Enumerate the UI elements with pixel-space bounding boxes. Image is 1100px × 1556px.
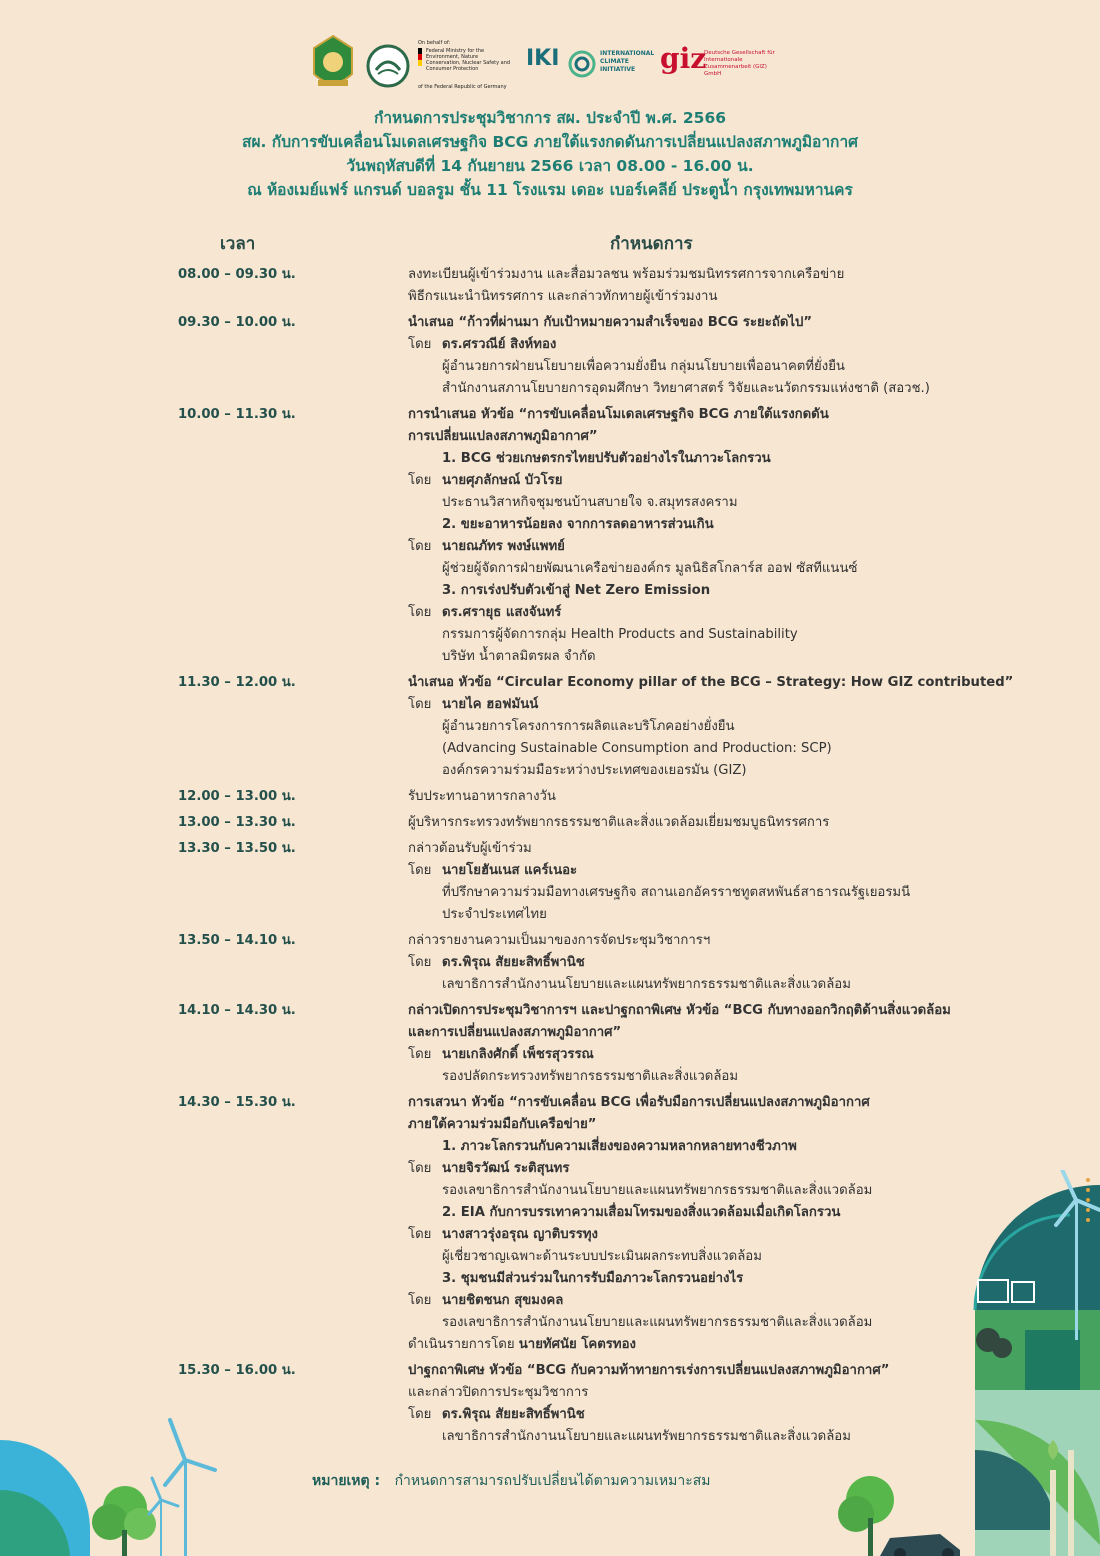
speaker-position: ผู้เชี่ยวชาญเฉพาะด้านระบบประเมินผลกระทบสิ่งแวดล้อม	[442, 1249, 762, 1264]
agenda-time: 13.50 – 14.10 น.	[178, 933, 296, 948]
logo-bar	[0, 34, 1100, 94]
agenda-text: พิธีกรแนะนำนิทรรศการ และกล่าวทักทายผู้เข้าร่วมงาน	[408, 289, 718, 304]
agenda-topic: นำเสนอ หัวข้อ “Circular Economy pillar of the BCG – Strategy: How GIZ contributed”	[408, 675, 1014, 690]
event-venue: ณ ห้องเมย์แฟร์ แกรนด์ บอลรูม ชั้น 11 โรงแรม เดอะ เบอร์เคลีย์ ประตูน้ำ กรุงเทพมหานคร	[247, 181, 853, 199]
speaker-name: นายณภัทร พงษ์แพทย์	[442, 539, 565, 554]
agenda-text: และกล่าวปิดการประชุมวิชาการ	[408, 1385, 589, 1400]
agenda-topic: ปาฐกถาพิเศษ หัวข้อ “BCG กับความท้าทายการเร่งการเปลี่ยนแปลงสภาพภูมิอากาศ”	[408, 1363, 890, 1378]
speaker-name: ดร.พิรุณ สัยยะสิทธิ์พานิช	[442, 1407, 585, 1422]
agenda-row	[178, 786, 998, 808]
agenda-text: กล่าวต้อนรับผู้เข้าร่วม	[408, 841, 532, 856]
agenda-topic: ภายใต้ความร่วมมือกับเครือข่าย”	[408, 1117, 597, 1132]
note-text: กำหนดการสามารถปรับเปลี่ยนได้ตามความเหมาะสม	[394, 1473, 711, 1489]
speaker-name: นายไค ฮอฟมันน์	[442, 697, 539, 712]
agenda-row	[178, 1000, 998, 1088]
agenda-row	[178, 312, 998, 400]
by-label: โดย	[408, 1407, 432, 1422]
agenda-text: ลงทะเบียนผู้เข้าร่วมงาน และสื่อมวลชน พร้อมร่วมชมนิทรรศการจากเครือข่าย	[408, 267, 845, 282]
agenda-text: กล่าวรายงานความเป็นมาของการจัดประชุมวิชาการฯ	[408, 933, 711, 948]
agenda-time: 15.30 – 16.00 น.	[178, 1363, 296, 1378]
agenda-time: 12.00 – 13.00 น.	[178, 789, 296, 804]
bottom-left-illustration	[0, 1400, 240, 1556]
time-column-header: เวลา	[220, 234, 256, 254]
ministry-emblem-icon	[308, 34, 358, 92]
speaker-position: รองเลขาธิการสำนักงานนโยบายและแผนทรัพยากรธรรมชาติและสิ่งแวดล้อม	[442, 1183, 873, 1198]
speaker-name: ดร.ศรายุธ แสงจันทร์	[442, 605, 562, 620]
speaker-position: เลขาธิการสำนักงานนโยบายและแผนทรัพยากรธรรมชาติและสิ่งแวดล้อม	[442, 977, 851, 992]
agenda-text: รับประทานอาหารกลางวัน	[408, 789, 556, 804]
by-label: โดย	[408, 1047, 432, 1062]
by-label: โดย	[408, 337, 432, 352]
event-header	[0, 106, 1100, 202]
speaker-position: ที่ปรึกษาความร่วมมือทางเศรษฐกิจ สถานเอกอัครราชทูตสหพันธ์สาธารณรัฐเยอรมนี	[442, 885, 911, 900]
ministry-name: Federal Ministry for the Environment, Nature Conservation, Nuclear Safety and Consumer Protection	[426, 48, 511, 72]
agenda-time: 09.30 – 10.00 น.	[178, 315, 296, 330]
subtopic: 2. ขยะอาหารน้อยลง จากการลดอาหารส่วนเกิน	[442, 517, 714, 532]
agenda-row	[178, 838, 998, 926]
subtopic: 1. BCG ช่วยเกษตรกรไทยปรับตัวอย่างไรในภาวะโลกรวน	[442, 451, 771, 466]
iki-subtitle: INTERNATIONAL CLIMATE INITIATIVE	[600, 50, 655, 73]
speaker-name: ดร.ศรวณีย์ สิงห์ทอง	[442, 337, 557, 352]
agenda-topic: และการเปลี่ยนแปลงสภาพภูมิอากาศ”	[408, 1025, 622, 1040]
agenda-row	[178, 930, 998, 996]
by-label: โดย	[408, 863, 432, 878]
subtopic: 2. EIA กับการบรรเทาความเสื่อมโทรมของสิ่งแวดล้อมเมื่อเกิดโลกรวน	[442, 1205, 841, 1220]
agenda-time: 10.00 – 11.30 น.	[178, 407, 296, 422]
speaker-name: นายชิตชนก สุขมงคล	[442, 1293, 564, 1308]
by-label: โดย	[408, 697, 432, 712]
speaker-organization: องค์กรความร่วมมือระหว่างประเทศของเยอรมัน (GIZ)	[442, 763, 747, 778]
speaker-position: รองปลัดกระทรวงทรัพยากรธรรมชาติและสิ่งแวดล้อม	[442, 1069, 739, 1084]
speaker-name: นางสาวรุ่งอรุณ ญาติบรรทุง	[442, 1227, 598, 1242]
agenda-row	[178, 672, 1014, 782]
agenda-topic: การเสวนา หัวข้อ “การขับเคลื่อน BCG เพื่อรับมือการเปลี่ยนแปลงสภาพภูมิอากาศ	[408, 1095, 870, 1110]
agenda-time: 08.00 – 09.30 น.	[178, 267, 296, 282]
by-label: โดย	[408, 1161, 432, 1176]
bmuv-logo	[418, 40, 518, 90]
agenda-row	[178, 264, 998, 308]
speaker-position: เลขาธิการสำนักงานนโยบายและแผนทรัพยากรธรรมชาติและสิ่งแวดล้อม	[442, 1429, 851, 1444]
speaker-position: ผู้อำนวยการโครงการการผลิตและบริโภคอย่างยั่งยืน	[442, 719, 735, 734]
iki-logo-text: IKI	[526, 46, 560, 71]
event-title: กำหนดการประชุมวิชาการ สผ. ประจำปี พ.ศ. 2566	[373, 109, 727, 127]
speaker-position: ประธานวิสาหกิจชุมชนบ้านสบายใจ จ.สมุทรสงคราม	[442, 495, 738, 510]
agenda-row	[178, 812, 998, 834]
agenda-time: 14.10 – 14.30 น.	[178, 1003, 296, 1018]
giz-logo-text: giz	[660, 42, 707, 75]
agenda-text: ผู้บริหารกระทรวงทรัพยากรธรรมชาติและสิ่งแวดล้อมเยี่ยมชมบูธนิทรรศการ	[408, 815, 830, 830]
by-label: โดย	[408, 1293, 432, 1308]
iki-circle-icon	[568, 50, 596, 78]
by-label: โดย	[408, 473, 432, 488]
giz-subtitle: Deutsche Gesellschaft für Internationale Zusammenarbeit (GIZ) GmbH	[704, 50, 775, 77]
footnote	[312, 1470, 711, 1492]
agenda-time: 13.00 – 13.30 น.	[178, 815, 296, 830]
agenda-topic: การนำเสนอ หัวข้อ “การขับเคลื่อนโมเดลเศรษฐกิจ BCG ภายใต้แรงกดดัน	[408, 407, 829, 422]
onbehalf-text: On behalf of:	[418, 40, 451, 46]
by-label: โดย	[408, 539, 432, 554]
by-label: โดย	[408, 1227, 432, 1242]
subtopic: 3. การเร่งปรับตัวเข้าสู่ Net Zero Emission	[442, 583, 711, 598]
onep-logo-icon	[366, 44, 410, 88]
subtopic: 1. ภาวะโลกรวนกับความเสี่ยงของความหลากหลายทางชีวภาพ	[442, 1139, 797, 1154]
agenda-time: 13.30 – 13.50 น.	[178, 841, 296, 856]
by-label: โดย	[408, 955, 432, 970]
speaker-position: กรรมการผู้จัดการกลุ่ม Health Products and Sustainability	[442, 627, 798, 642]
by-label: โดย	[408, 605, 432, 620]
agenda-row	[178, 404, 998, 668]
speaker-name: นายจิรวัฒน์ ระติสุนทร	[442, 1161, 570, 1176]
agenda-topic: การเปลี่ยนแปลงสภาพภูมิอากาศ”	[408, 429, 598, 444]
agenda-topic: กล่าวเปิดการประชุมวิชาการฯ และปาฐกถาพิเศษ หัวข้อ “BCG กับทางออกวิกฤติด้านสิ่งแวดล้อม	[408, 1003, 951, 1018]
speaker-position: รองเลขาธิการสำนักงานนโยบายและแผนทรัพยากรธรรมชาติและสิ่งแวดล้อม	[442, 1315, 873, 1330]
speaker-position: ผู้อำนวยการฝ่ายนโยบายเพื่อความยั่งยืน กลุ่มนโยบายเพื่ออนาคตที่ยั่งยืน	[442, 359, 845, 374]
subtopic: 3. ชุมชนมีส่วนร่วมในการรับมือภาวะโลกรวนอย่างไร	[442, 1271, 744, 1286]
moderator-name: นายทัศนัย โคตรทอง	[518, 1337, 636, 1352]
moderator-label: ดำเนินรายการโดย	[408, 1337, 515, 1352]
german-flag-icon	[418, 48, 422, 72]
speaker-position: (Advancing Sustainable Consumption and Production: SCP)	[442, 741, 832, 756]
event-date: วันพฤหัสบดีที่ 14 กันยายน 2566 เวลา 08.00 - 16.00 น.	[346, 157, 754, 175]
speaker-position: ผู้ช่วยผู้จัดการฝ่ายพัฒนาเครือข่ายองค์กร มูลนิธิสโกลาร์ส ออฟ ซัสทีแนนซ์	[442, 561, 858, 576]
agenda-time: 11.30 – 12.00 น.	[178, 675, 296, 690]
speaker-name: นายศุภลักษณ์ บัวโรย	[442, 473, 563, 488]
event-theme: สผ. กับการขับเคลื่อนโมเดลเศรษฐกิจ BCG ภายใต้แรงกดดันการเปลี่ยนแปลงสภาพภูมิอากาศ	[241, 133, 858, 151]
agenda-column-header: กำหนดการ	[610, 234, 693, 254]
agenda-topic: นำเสนอ “ก้าวที่ผ่านมา กับเป้าหมายความสำเร็จของ BCG ระยะถัดไป”	[408, 315, 813, 330]
speaker-position: ประจำประเทศไทย	[442, 907, 547, 922]
bottom-right-illustration	[820, 1170, 1100, 1556]
agenda-time: 14.30 – 15.30 น.	[178, 1095, 296, 1110]
speaker-name: นายโยฮันเนส แคร์เนอะ	[442, 863, 578, 878]
republic-text: of the Federal Republic of Germany	[418, 84, 507, 90]
speaker-name: ดร.พิรุณ สัยยะสิทธิ์พานิช	[442, 955, 585, 970]
speaker-organization: บริษัท น้ำตาลมิตรผล จำกัด	[442, 649, 596, 664]
speaker-name: นายเกลิงศักดิ์ เพ็ชรสุวรรณ	[442, 1047, 594, 1062]
note-label: หมายเหตุ :	[312, 1473, 381, 1489]
speaker-organization: สำนักงานสภานโยบายการอุดมศึกษา วิทยาศาสตร์ วิจัยและนวัตกรรมแห่งชาติ (สอวช.)	[442, 381, 930, 396]
